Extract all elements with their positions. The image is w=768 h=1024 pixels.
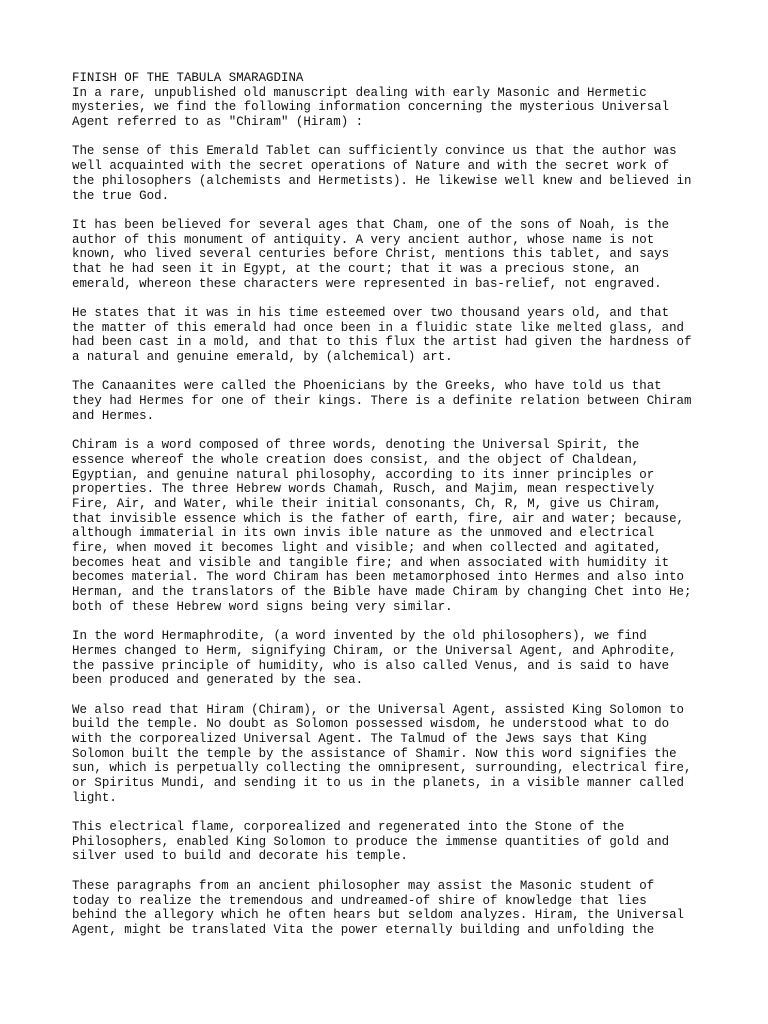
paragraph-electrical-flame [72,820,712,864]
text-line: We also read that Hiram (Chiram), or the Universal Agent, assisted King Solomon to [72,702,685,717]
paragraph-cham-author [72,218,712,291]
text-line: light. [72,790,117,805]
text-line: today to realize the tremendous and undreamed-of shire of knowledge that lies [72,893,647,908]
text-line: both of these Hebrew word signs being very similar. [72,599,453,614]
text-line: The Canaanites were called the Phoenicians by the Greeks, who have told us that [72,379,662,394]
text-line: known, who lived several centuries before Christ, mentions this tablet, and says [72,247,670,262]
text-line: the passive principle of humidity, who is also called Venus, and is said to have [72,658,670,673]
text-line: properties. The three Hebrew words Chamah, Rusch, and Majim, mean respectively [72,482,655,497]
document-title: FINISH OF THE TABULA SMARAGDINA [72,71,304,85]
text-line: In the word Hermaphrodite, (a word invented by the old philosophers), we find [72,629,647,644]
text-line: Philosophers, enabled King Solomon to produce the immense quantities of gold and [72,834,670,849]
text-line: Egyptian, and genuine natural philosophy, according to its inner principles or [72,467,655,482]
text-line: behind the allegory which he often hears but seldom analyzes. Hiram, the Universal [72,908,685,923]
text-line: essence whereof the whole creation does consist, and the object of Chaldean, [72,452,640,467]
text-line: that invisible essence which is the father of earth, fire, air and water; because, [72,511,685,526]
text-line: the matter of this emerald had once been in a fluidic state like melted glass, and [72,320,685,335]
text-line: had been cast in a mold, and that to this flux the artist had given the hardness of [72,335,692,350]
text-line: author of this monument of antiquity. A very ancient author, whose name is not [72,232,655,247]
paragraph-canaanites [72,379,712,423]
text-line: silver used to build and decorate his temple. [72,849,408,864]
text-line: they had Hermes for one of their kings. There is a definite relation between Chiram [72,394,692,409]
paragraph-emerald-age [72,306,712,365]
text-line: that he had seen it in Egypt, at the court; that it was a precious stone, an [72,261,640,276]
paragraph-hiram-solomon [72,703,712,806]
text-line: a natural and genuine emerald, by (alchemical) art. [72,350,453,365]
text-line: with the corporealized Universal Agent. The Talmud of the Jews says that King [72,731,647,746]
text-line: sun, which is perpetually collecting the omnipresent, surrounding, electrical fire, [72,761,692,776]
intro-block [72,71,712,130]
text-line: becomes material. The word Chiram has been metamorphosed into Hermes and also into [72,570,685,585]
text-line: Hermes changed to Herm, signifying Chiram, or the Universal Agent, and Aphrodite, [72,643,677,658]
text-line: These paragraphs from an ancient philosopher may assist the Masonic student of [72,878,655,893]
paragraph-masonic-student [72,879,712,938]
text-line: fire, when moved it becomes light and visible; and when collected and agitated, [72,541,662,555]
text-line: He states that it was in his time esteemed over two thousand years old, and that [72,306,670,320]
paragraph-hermaphrodite [72,629,712,688]
text-line: been produced and generated by the sea. [72,673,364,688]
intro-line: In a rare, unpublished old manuscript dealing with early Masonic and Hermetic [72,85,647,100]
paragraph-chiram-word [72,438,712,614]
text-line: Chiram is a word composed of three words, denoting the Universal Spirit, the [72,438,640,453]
text-line: Solomon built the temple by the assistance of Shamir. Now this word signifies the [72,746,677,761]
text-line: or Spiritus Mundi, and sending it to us in the planets, in a visible manner called [72,776,685,790]
text-line: and Hermes. [72,408,155,423]
intro-line: Agent referred to as "Chiram" (Hiram) : [72,115,364,130]
intro-line: mysteries, we find the following information concerning the mysterious Universal [72,100,670,115]
text-line: the true God. [72,188,170,203]
text-line: the philosophers (alchemists and Hermetists). He likewise well knew and believed in [72,173,692,188]
text-line: The sense of this Emerald Tablet can sufficiently convince us that the author was [72,144,677,159]
document-page [72,71,712,952]
text-line: It has been believed for several ages that Cham, one of the sons of Noah, is the [72,217,670,232]
text-line: Herman, and the translators of the Bible have made Chiram by changing Chet into He; [72,585,692,600]
text-line: build the temple. No doubt as Solomon possessed wisdom, he understood what to do [72,717,670,732]
text-line: although immaterial in its own invis ible nature as the unmoved and electrical [72,526,655,541]
text-line: well acquainted with the secret operations of Nature and with the secret work of [72,159,670,174]
paragraph-emerald-tablet-sense [72,144,712,203]
text-line: This electrical flame, corporealized and regenerated into the Stone of the [72,820,625,835]
text-line: becomes heat and visible and tangible fire; and when associated with humidity it [72,555,670,570]
text-line: Fire, Air, and Water, while their initial consonants, Ch, R, M, give us Chiram, [72,496,662,511]
text-line: Agent, might be translated Vita the power eternally building and unfolding the [72,922,655,937]
text-line: emerald, whereon these characters were represented in bas-relief, not engraved. [72,276,662,291]
